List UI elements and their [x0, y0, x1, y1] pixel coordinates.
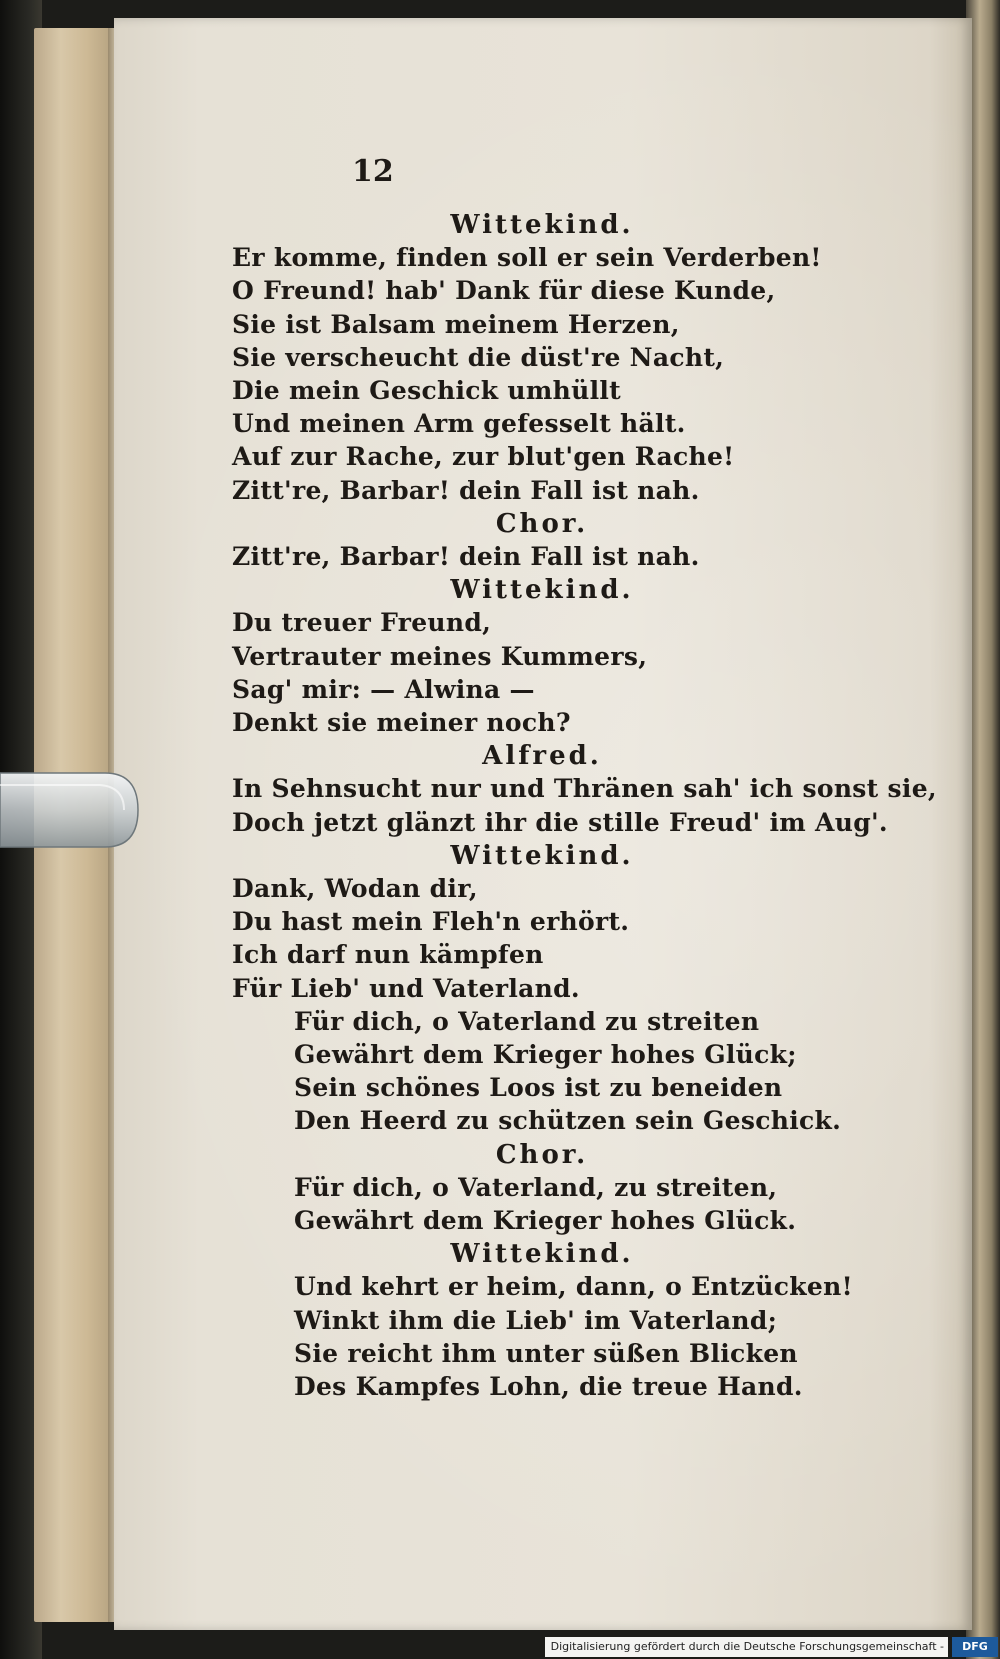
verse-line: Vertrauter meines Kummers,	[232, 641, 648, 671]
verse-line: Gewährt dem Krieger hohes Glück.	[294, 1206, 797, 1235]
verse-line: Für dich, o Vaterland, zu streiten,	[294, 1172, 778, 1202]
verse-line: Sie ist Balsam meinem Herzen,	[232, 309, 680, 339]
verse-line: Dank, Wodan dir,	[232, 874, 478, 903]
verse-line: Du hast mein Fleh'n erhört.	[232, 907, 630, 937]
verse-line: Zitt're, Barbar! dein Fall ist nah.	[232, 542, 700, 571]
scanner-clip-icon	[0, 765, 150, 855]
verse-line: Gewährt dem Krieger hohes Glück;	[294, 1040, 797, 1069]
verse-line: O Freund! hab' Dank für diese Kunde,	[232, 276, 776, 306]
verse-line: Für dich, o Vaterland zu streiten	[294, 1006, 760, 1036]
speaker-name: Wittekind.	[450, 575, 634, 606]
speaker-name: Wittekind.	[450, 840, 634, 871]
speaker-name: Wittekind.	[450, 1239, 634, 1270]
verse-line: Ich darf nun kämpfen	[232, 940, 544, 970]
verse-line: Sein schönes Loos ist zu beneiden	[294, 1073, 783, 1103]
verse-line: Und kehrt er heim, dann, o Entzücken!	[294, 1272, 853, 1302]
book-page	[114, 18, 972, 1630]
dfg-logo: DFG	[952, 1637, 998, 1657]
verse-line: Winkt ihm die Lieb' im Vaterland;	[294, 1305, 778, 1335]
verse-line: Und meinen Arm gefesselt hält.	[232, 409, 686, 439]
verse-line: Für Lieb' und Vaterland.	[232, 973, 580, 1003]
speaker-name: Chor.	[495, 508, 589, 539]
verse-line: Sag' mir: — Alwina —	[232, 674, 535, 704]
verse-line: Du treuer Freund,	[232, 608, 492, 638]
verse-line: Sie verscheucht die düst're Nacht,	[232, 342, 725, 372]
speaker-name: Alfred.	[482, 741, 602, 772]
verse-line: Er komme, finden soll er sein Verderben!	[232, 243, 822, 273]
speaker-name: Chor.	[495, 1139, 589, 1170]
verse-line: In Sehnsucht nur und Thränen sah' ich sonst sie,	[232, 774, 937, 804]
verse-line: Doch jetzt glänzt ihr die stille Freud' im Aug'.	[232, 807, 888, 837]
verse-line: Denkt sie meiner noch?	[232, 708, 571, 737]
verse-line: Die mein Geschick umhüllt	[232, 376, 622, 405]
verse-line: Den Heerd zu schützen sein Geschick.	[294, 1106, 842, 1136]
page-number: 12	[352, 154, 394, 189]
speaker-name: Wittekind.	[450, 210, 634, 240]
verse-line: Auf zur Rache, zur blut'gen Rache!	[232, 442, 735, 472]
verse-line: Sie reicht ihm unter süßen Blicken	[294, 1338, 798, 1368]
footer-text: Digitalisierung gefördert durch die Deutsche Forschungsgemeinschaft -	[550, 1640, 944, 1653]
verse-line: Des Kampfes Lohn, die treue Hand.	[294, 1372, 803, 1401]
verse-line: Zitt're, Barbar! dein Fall ist nah.	[232, 475, 700, 505]
digitization-footer	[545, 1637, 948, 1657]
page-text	[114, 18, 972, 1630]
